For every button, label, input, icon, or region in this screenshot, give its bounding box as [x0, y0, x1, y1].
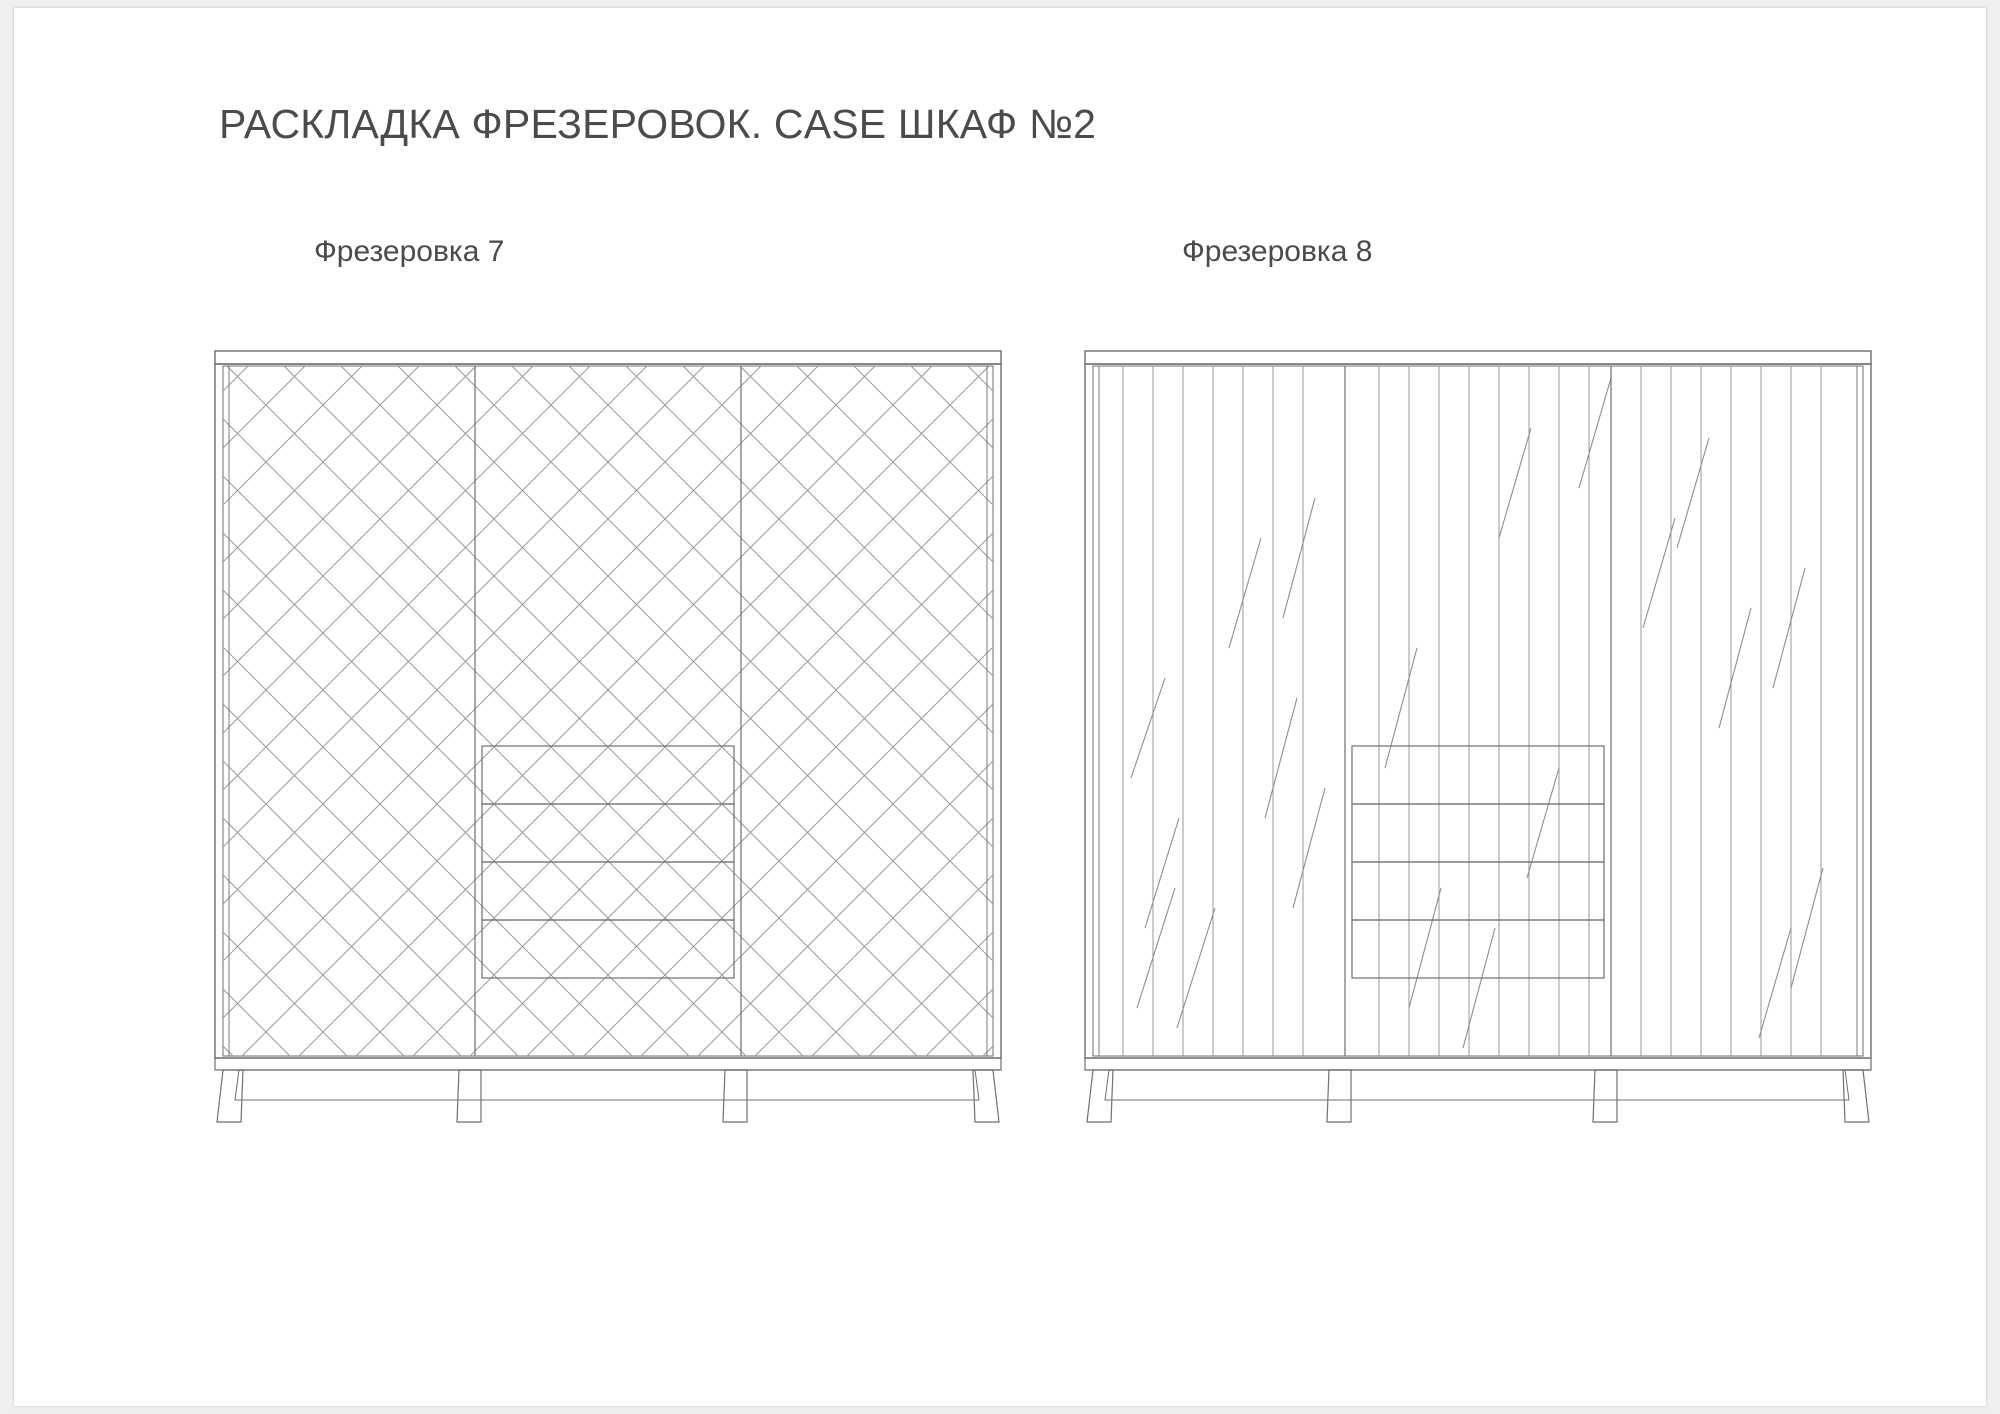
milling-pattern-vertical [1123, 366, 1821, 1056]
panel-caption-right: Фрезеровка 8 [1182, 235, 1373, 268]
milling-diagonal-accents [1131, 378, 1823, 1048]
base-and-legs-right [1085, 1058, 1871, 1122]
page-title: РАСКЛАДКА ФРЕЗЕРОВОК. CASE ШКАФ №2 [219, 101, 1097, 147]
base-and-legs-left [215, 1058, 1001, 1122]
wardrobe-elevation-milling-8 [1079, 348, 1899, 1308]
milling-pattern-diamond [223, 366, 993, 1056]
cabinet-body-right [1085, 351, 1871, 1058]
drawer-stack-right [1352, 746, 1604, 978]
wardrobe-elevation-milling-7 [209, 348, 1029, 1308]
panel-caption-left: Фрезеровка 7 [314, 235, 505, 268]
drawing-sheet [14, 8, 1986, 1406]
